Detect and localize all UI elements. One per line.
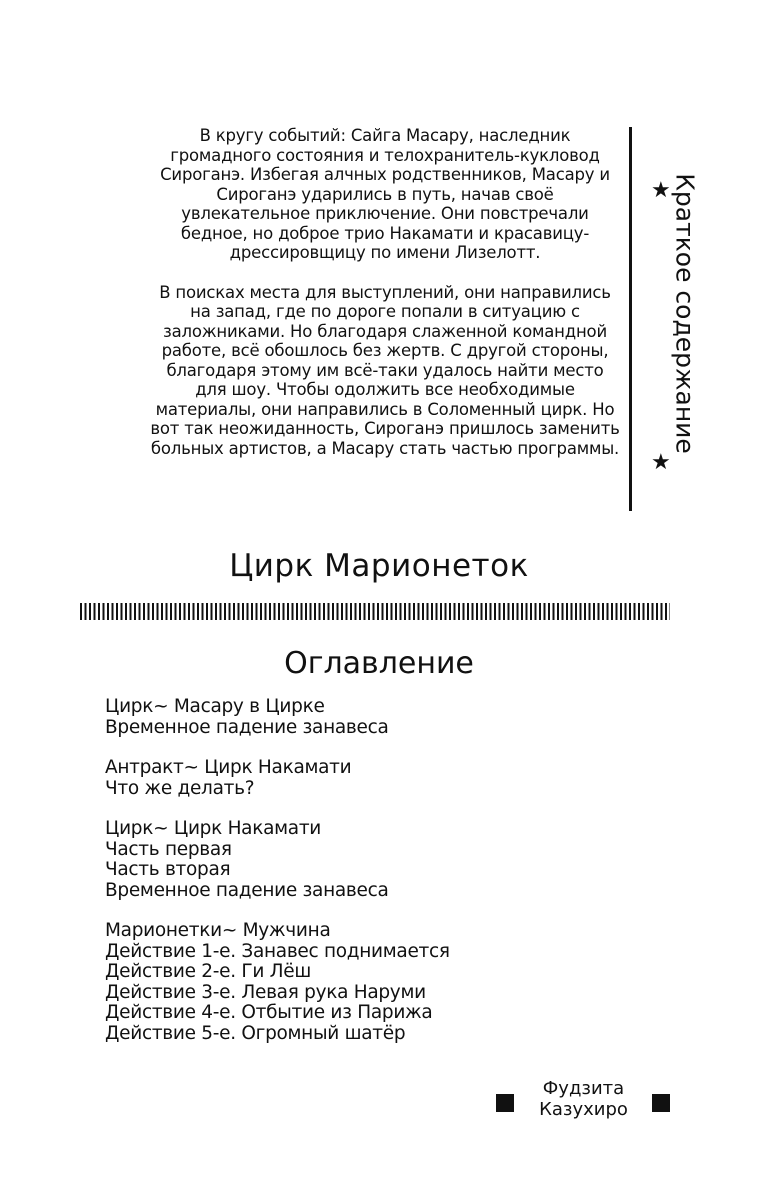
series-title: Цирк Марионеток [229,548,529,584]
summary-text [150,126,620,458]
toc-entry: Действие 2-е. Ги Лёш [105,961,311,982]
author-block [496,1078,670,1128]
toc-entry: Марионетки~ Мужчина [105,920,331,941]
author-line-2: Казухиро [539,1099,628,1120]
table-of-contents [105,697,450,1044]
toc-group [105,758,450,799]
toc-group [105,819,450,901]
toc-entry: Действие 1-е. Занавес поднимается [105,940,450,962]
sidebar-title: Краткое содержание [670,173,700,454]
author-name [526,1078,641,1120]
toc-entry: Что же делать? [105,777,255,799]
toc-group [105,697,450,738]
square-bullet-icon [652,1094,670,1112]
vertical-divider [629,127,632,511]
toc-entry: Цирк~ Масару в Цирке [105,696,325,717]
toc-entry: Действие 5-е. Огромный шатёр [105,1022,406,1044]
toc-entry: Часть первая [105,838,232,860]
toc-title: Оглавление [284,646,474,681]
star-icon: ★ [651,178,671,203]
summary-paragraph-2: В поисках места для выступлений, они направились на запад, где по дороге попали в ситуацию с заложниками. Но благодаря слаженной командной работе, всё обошлось без жертв. С другой стороны, благодаря этому им всё-таки удалось найти место для шоу. Чтобы одолжить все необходимые материалы, они направились в Соломенный цирк. Но вот так неожиданность, Сироганэ пришлось заменить больных артистов, а Масару стать частью программы. [150,282,620,458]
toc-group [105,921,450,1044]
toc-entry: Временное падение занавеса [105,879,389,901]
summary-sidebar [640,150,720,490]
barcode-divider [80,603,670,620]
author-line-1: Фудзита [542,1078,625,1099]
toc-entry: Действие 4-е. Отбытие из Парижа [105,1002,433,1023]
toc-entry: Часть вторая [105,859,231,880]
toc-entry: Цирк~ Цирк Накамати [105,818,322,839]
star-icon: ★ [651,450,671,475]
summary-paragraph-1: В кругу событий: Сайга Масару, наследник громадного состояния и телохранитель-кукловод Сироганэ. Избегая алчных родственников, Масару и Сироганэ ударились в путь, начав своё увлекательное приключение. Они повстречали бедное, но доброе трио Накамати и красавицу-дрессировщицу по имени Лизелотт. [160,126,610,262]
toc-entry: Антракт~ Цирк Накамати [105,757,352,778]
toc-entry: Временное падение занавеса [105,716,389,738]
toc-entry: Действие 3-е. Левая рука Наруми [105,981,426,1003]
square-bullet-icon [496,1094,514,1112]
